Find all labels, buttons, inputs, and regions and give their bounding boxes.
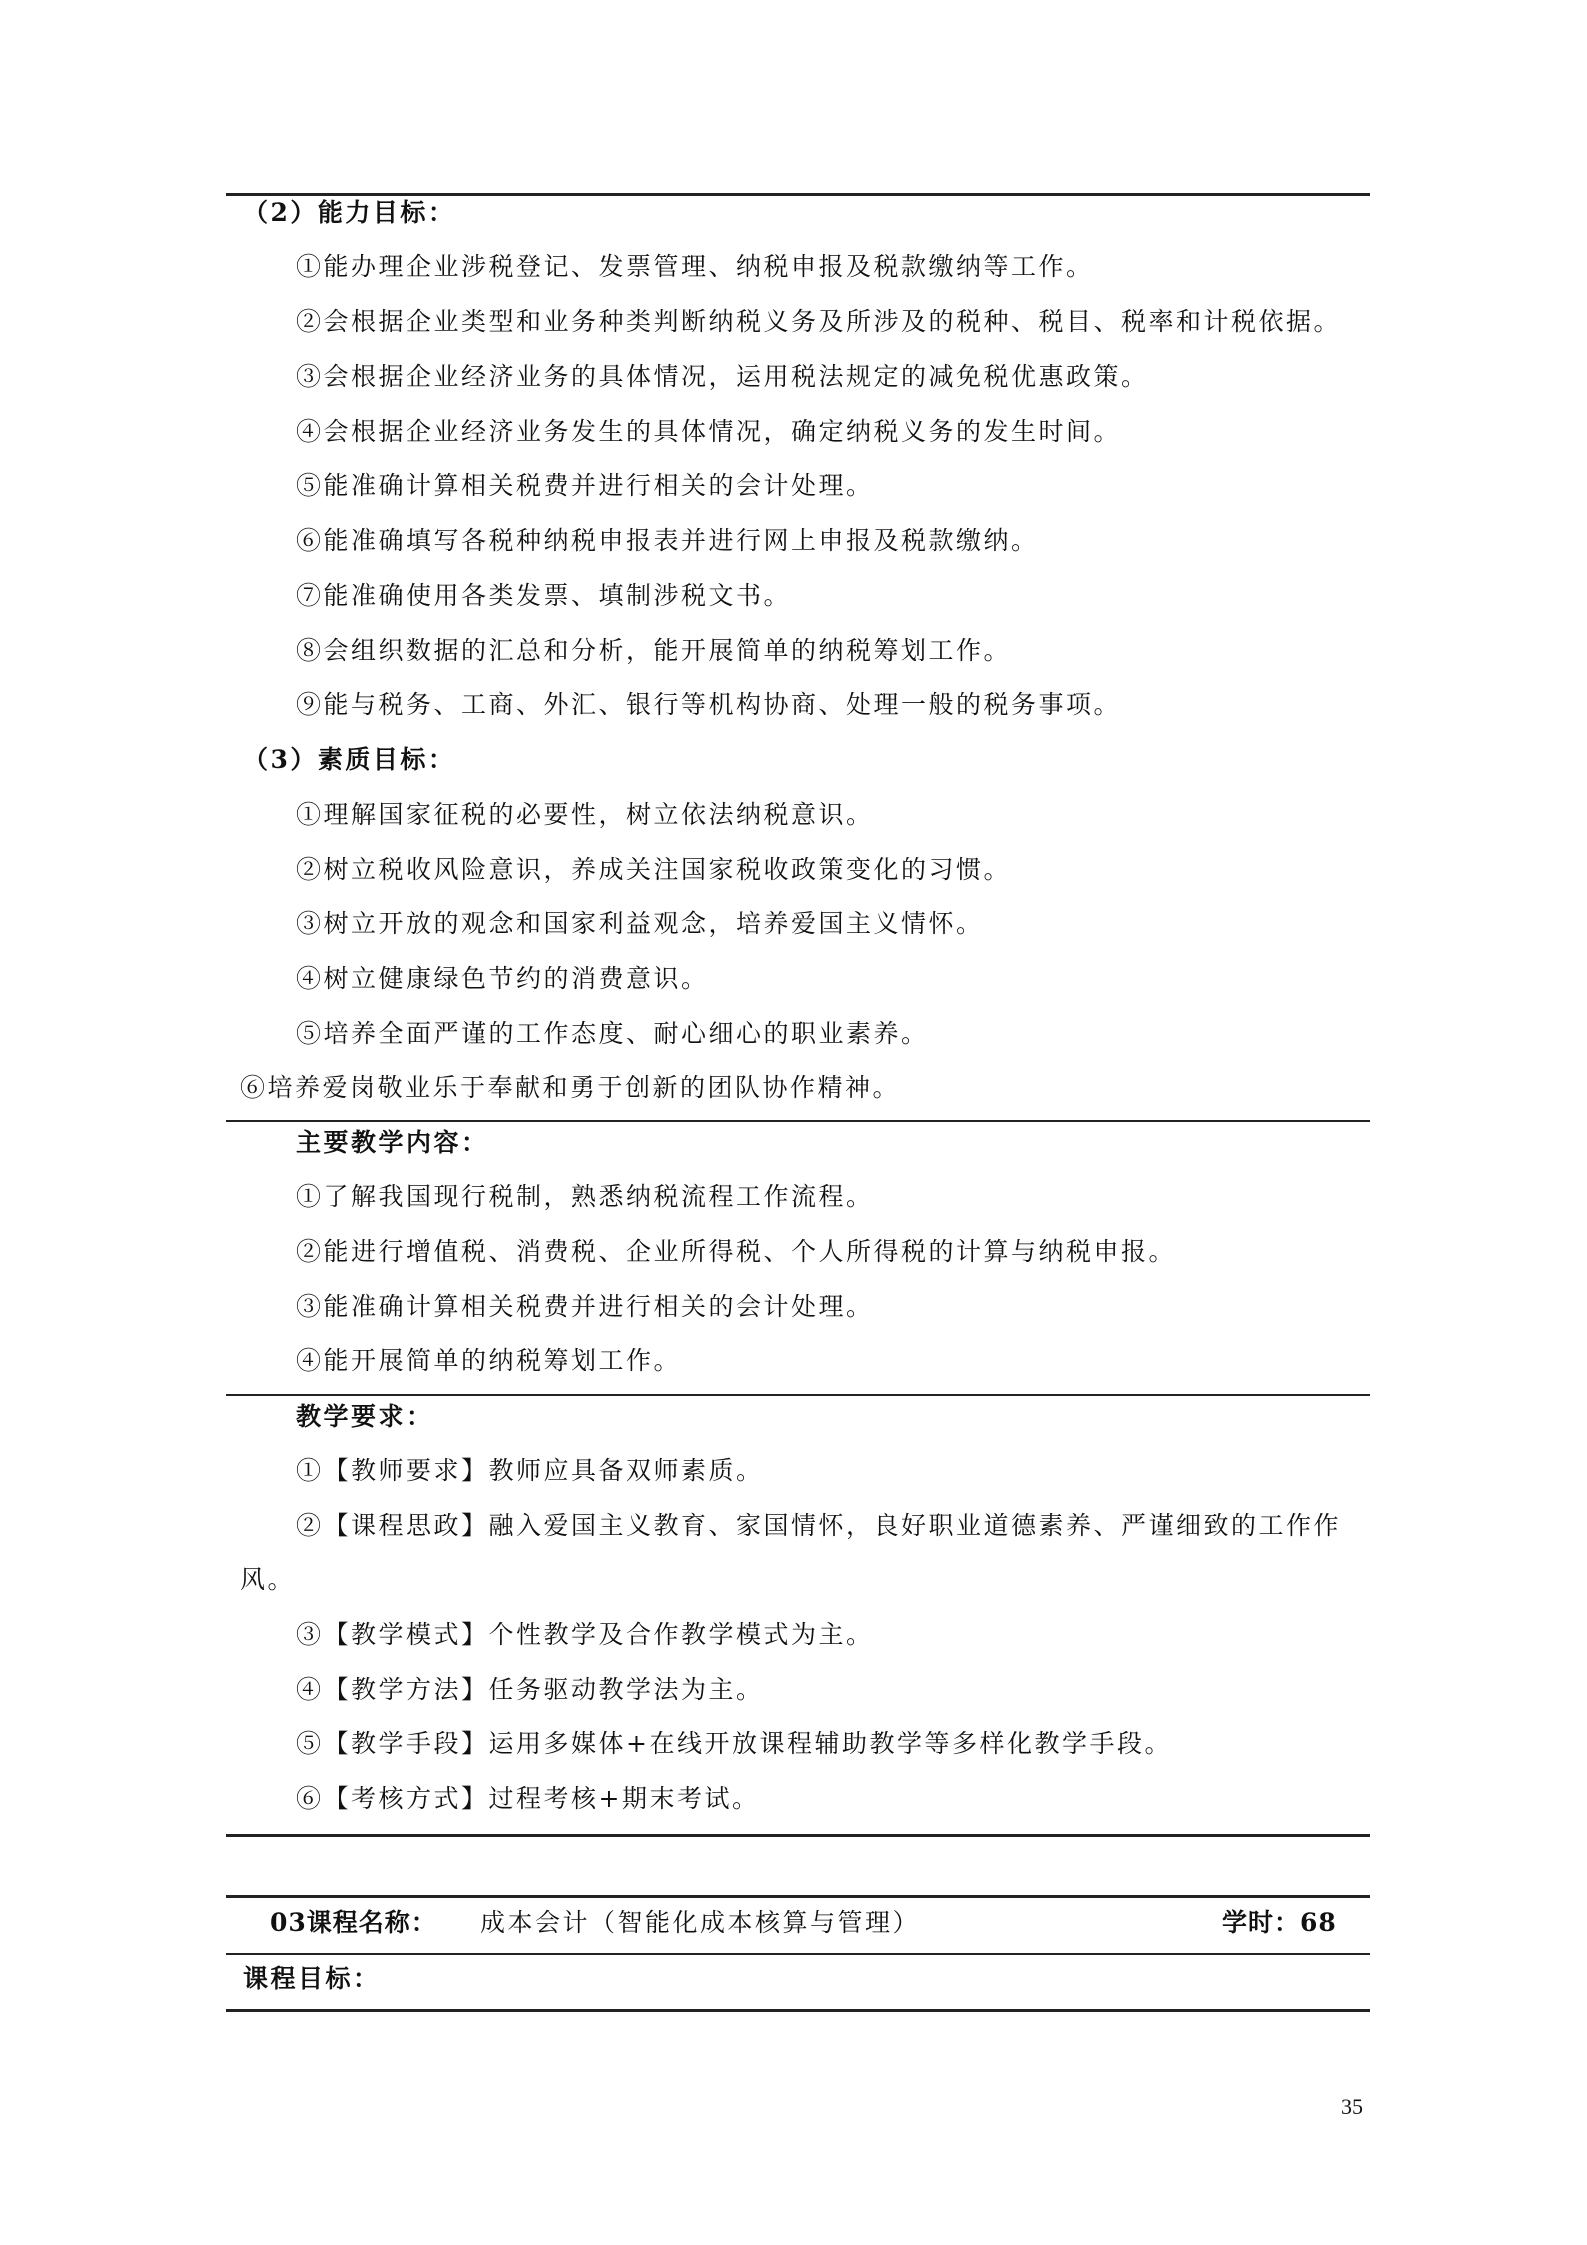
course-hours-value: 68	[1300, 1908, 1337, 1937]
section-rule-1	[226, 1120, 1370, 1122]
section-rule-2	[226, 1394, 1370, 1396]
quality-item-2: ②树立税收风险意识，养成关注国家税收政策变化的习惯。	[296, 855, 1012, 884]
course-name-value: 成本会计（智能化成本核算与管理）	[480, 1908, 921, 1937]
requirement-item-3: ③【教学模式】个性教学及合作教学模式为主。	[296, 1620, 874, 1649]
course-objectives-label: 课程目标：	[243, 1964, 381, 1993]
ability-item-2: ②会根据企业类型和业务种类判断纳税义务及所涉及的税种、税目、税率和计税依据。	[296, 307, 1342, 336]
requirement-item-1: ①【教师要求】教师应具备双师素质。	[296, 1456, 764, 1485]
quality-item-6: ⑥培养爱岗敬业乐于奉献和勇于创新的团队协作精神。	[240, 1073, 901, 1102]
content-item-4: ④能开展简单的纳税筹划工作。	[296, 1346, 682, 1375]
ability-heading: （2）能力目标：	[243, 198, 456, 227]
course-hours	[1222, 1906, 1337, 1940]
ability-item-9: ⑨能与税务、工商、外汇、银行等机构协商、处理一般的税务事项。	[296, 690, 1122, 719]
course-table-bottom-rule	[226, 2009, 1370, 2012]
requirements-heading: 教学要求：	[296, 1402, 434, 1431]
ability-item-4: ④会根据企业经济业务发生的具体情况，确定纳税义务的发生时间。	[296, 417, 1122, 446]
course-table-mid-rule	[226, 1953, 1370, 1955]
content-item-3: ③能准确计算相关税费并进行相关的会计处理。	[296, 1292, 874, 1321]
content-item-2: ②能进行增值税、消费税、企业所得税、个人所得税的计算与纳税申报。	[296, 1237, 1177, 1266]
quality-item-1: ①理解国家征税的必要性，树立依法纳税意识。	[296, 800, 874, 829]
content-item-1: ①了解我国现行税制，熟悉纳税流程工作流程。	[296, 1182, 874, 1211]
requirement-item-5: ⑤【教学手段】运用多媒体+在线开放课程辅助教学等多样化教学手段。	[296, 1729, 1172, 1758]
quality-heading: （3）素质目标：	[243, 745, 456, 774]
section-rule-3	[226, 1834, 1370, 1837]
ability-item-1: ①能办理企业涉税登记、发票管理、纳税申报及税款缴纳等工作。	[296, 252, 1094, 281]
ability-item-8: ⑧会组织数据的汇总和分析，能开展简单的纳税筹划工作。	[296, 636, 1012, 665]
ability-item-3: ③会根据企业经济业务的具体情况，运用税法规定的减免税优惠政策。	[296, 362, 1149, 391]
course-table-top-rule	[226, 1895, 1370, 1898]
ability-item-6: ⑥能准确填写各税种纳税申报表并进行网上申报及税款缴纳。	[296, 526, 1039, 555]
course-hours-label: 学时：	[1222, 1908, 1301, 1937]
quality-item-3: ③树立开放的观念和国家利益观念，培养爱国主义情怀。	[296, 909, 984, 938]
ability-item-5: ⑤能准确计算相关税费并进行相关的会计处理。	[296, 471, 874, 500]
quality-item-5: ⑤培养全面严谨的工作态度、耐心细心的职业素养。	[296, 1019, 929, 1048]
ability-item-7: ⑦能准确使用各类发票、填制涉税文书。	[296, 581, 792, 610]
requirement-item-2: ②【课程思政】融入爱国主义教育、家国情怀，良好职业道德素养、严谨细致的工作作	[296, 1511, 1342, 1540]
quality-item-4: ④树立健康绿色节约的消费意识。	[296, 964, 709, 993]
requirement-item-6: ⑥【考核方式】过程考核+期末考试。	[296, 1784, 760, 1813]
requirement-item-2-cont: 风。	[240, 1565, 296, 1594]
page-number: 35	[1341, 2094, 1363, 2119]
requirement-item-4: ④【教学方法】任务驱动教学法为主。	[296, 1675, 764, 1704]
content-heading: 主要教学内容：	[296, 1128, 489, 1157]
course-name-label: 03课程名称：	[270, 1908, 437, 1937]
